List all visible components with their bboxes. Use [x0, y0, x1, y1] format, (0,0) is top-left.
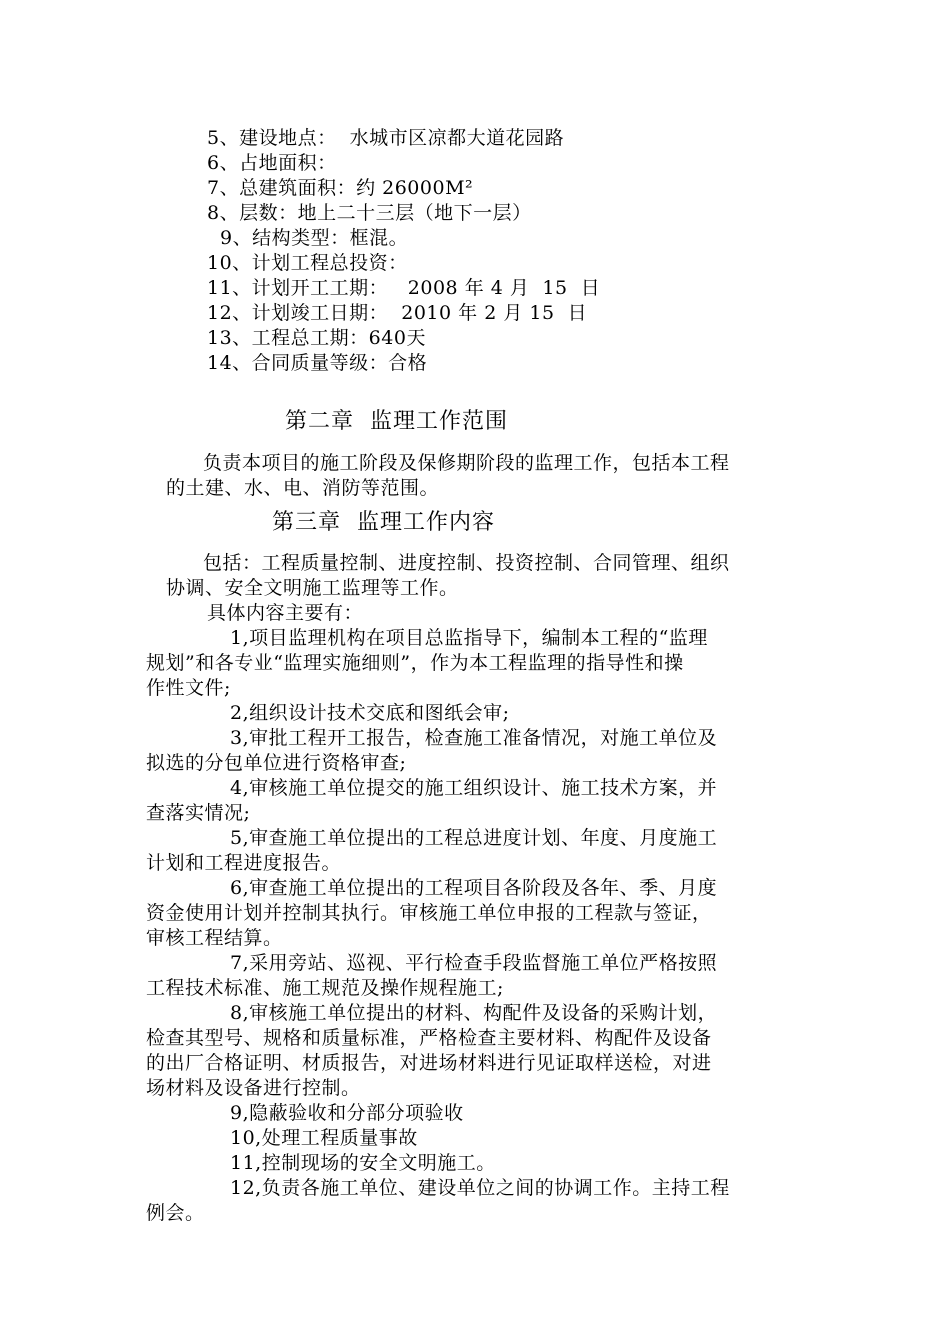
- info-item-location: 5、建设地点： 水城市区凉都大道花园路: [207, 127, 565, 149]
- info-item-structure: 9、结构类型：框混。: [220, 227, 409, 249]
- content-item-8: 8,审核施工单位提出的材料、构配件及设备的采购计划，: [230, 1002, 718, 1024]
- chapter3-sub-intro: 具体内容主要有：: [207, 602, 364, 624]
- content-item-7-cont: 工程技术标准、施工规范及操作规程施工;: [146, 977, 504, 999]
- content-item-8-cont: 的出厂合格证明、材质报告，对进场材料进行见证取样送检，对进: [146, 1052, 712, 1074]
- content-item-11: 11,控制现场的安全文明施工。: [230, 1152, 496, 1174]
- info-item-land-area: 6、占地面积：: [207, 152, 337, 174]
- content-item-6-cont: 审核工程结算。: [146, 927, 283, 949]
- content-item-12: 12,负责各施工单位、建设单位之间的协调工作。主持工程: [230, 1177, 730, 1199]
- content-item-1: 1,项目监理机构在项目总监指导下，编制本工程的“监理: [230, 627, 708, 649]
- content-item-8-cont: 场材料及设备进行控制。: [146, 1077, 361, 1099]
- content-item-7: 7,采用旁站、巡视、平行检查手段监督施工单位严格按照: [230, 952, 718, 974]
- content-item-1-cont: 规划”和各专业“监理实施细则”，作为本工程监理的指导性和操: [146, 652, 684, 674]
- chapter2-title: 第二章 监理工作范围: [285, 409, 508, 434]
- content-item-12-cont: 例会。: [146, 1202, 205, 1224]
- content-item-9: 9,隐蔽验收和分部分项验收: [230, 1102, 464, 1124]
- chapter3-intro-line: 包括：工程质量控制、进度控制、投资控制、合同管理、组织: [203, 552, 730, 574]
- chapter2-paragraph-line: 的土建、水、电、消防等范围。: [166, 477, 440, 499]
- chapter3-intro-line: 协调、安全文明施工监理等工作。: [166, 577, 459, 599]
- info-item-end-date: 12、计划竣工日期： 2010 年 2 月 15 日: [207, 302, 588, 324]
- content-item-4: 4,审核施工单位提交的施工组织设计、施工技术方案，并: [230, 777, 718, 799]
- chapter2-paragraph-line: 负责本项目的施工阶段及保修期阶段的监理工作，包括本工程: [203, 452, 730, 474]
- info-item-floor-area: 7、总建筑面积：约 26000M²: [207, 177, 474, 199]
- info-item-duration: 13、工程总工期：640天: [207, 327, 426, 349]
- info-item-quality: 14、合同质量等级：合格: [207, 352, 428, 374]
- content-item-4-cont: 查落实情况;: [146, 802, 251, 824]
- content-item-1-cont: 作性文件;: [146, 677, 231, 699]
- content-item-10: 10,处理工程质量事故: [230, 1127, 418, 1149]
- content-item-6: 6,审查施工单位提出的工程项目各阶段及各年、季、月度: [230, 877, 718, 899]
- content-item-5-cont: 计划和工程进度报告。: [146, 852, 342, 874]
- chapter3-title: 第三章 监理工作内容: [272, 510, 495, 535]
- info-item-floors: 8、层数：地上二十三层（地下一层）: [207, 202, 532, 224]
- content-item-6-cont: 资金使用计划并控制其执行。审核施工单位申报的工程款与签证，: [146, 902, 712, 924]
- content-item-3-cont: 拟选的分包单位进行资格审查;: [146, 752, 407, 774]
- content-item-5: 5,审查施工单位提出的工程总进度计划、年度、月度施工: [230, 827, 718, 849]
- content-item-2: 2,组织设计技术交底和图纸会审;: [230, 702, 510, 724]
- content-item-8-cont: 检查其型号、规格和质量标准，严格检查主要材料、构配件及设备: [146, 1027, 712, 1049]
- info-item-investment: 10、计划工程总投资：: [207, 252, 408, 274]
- content-item-3: 3,审批工程开工报告，检查施工准备情况，对施工单位及: [230, 727, 718, 749]
- info-item-start-date: 11、计划开工工期： 2008 年 4 月 15 日: [207, 277, 601, 299]
